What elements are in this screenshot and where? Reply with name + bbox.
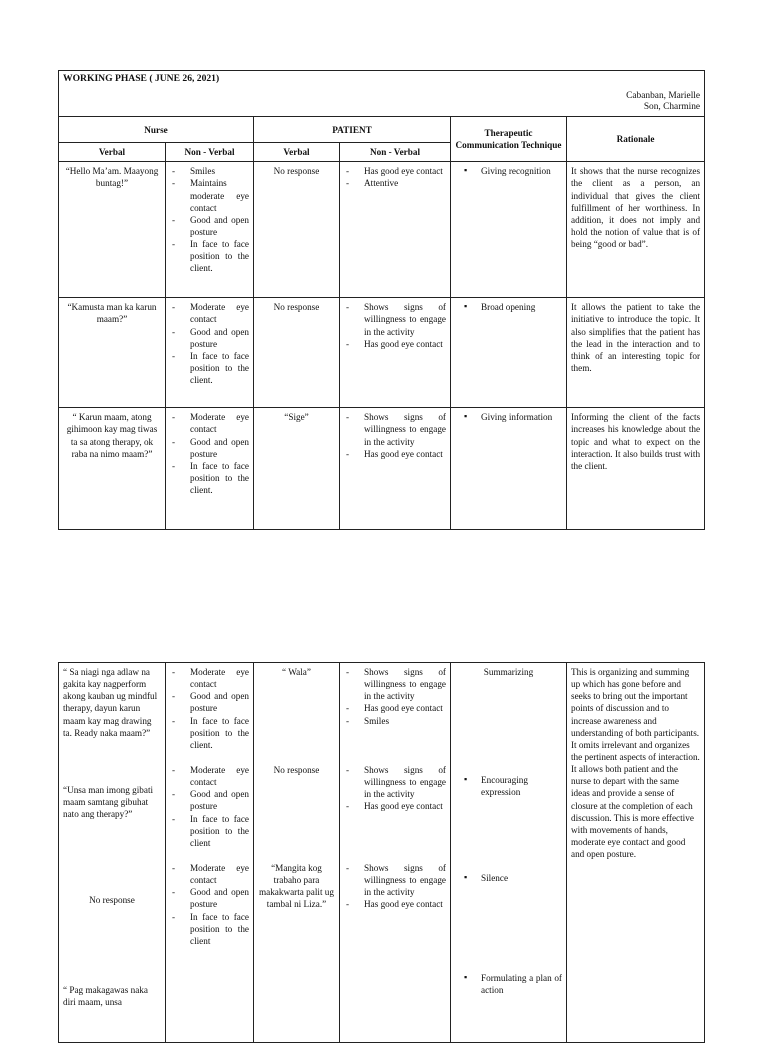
nurse-nonverbal-header: Non - Verbal [166,143,254,162]
technique-item: ▪ Formulating a plan of action [455,972,562,996]
list-item: - Shows signs of willingness to engage in the activity [344,764,446,800]
table-row [59,162,705,298]
patient-nonverbal-cell [340,162,451,298]
patient-verbal-cell [254,663,340,1043]
list-item: - Attentive [344,177,446,189]
nurse-header: Nurse [59,117,254,143]
list-item: - Moderate eye contact [170,411,249,435]
list-item: - Good and open posture [170,886,249,910]
nurse-nonverbal-cell [166,162,254,298]
technique-item: Summarizing [483,667,534,677]
list-item: - Moderate eye contact [170,862,249,886]
rationale-cell: It shows that the nurse recognizes the client as a person, an individual that gives the client fulfillment of her worthiness. In addition, it does not imply and hold the notion of value that is of being “good or bad”. [567,162,705,298]
patient-nonverbal-cell [340,408,451,530]
nurse-verbal-entry: “ Pag makagawas naka diri maam, unsa [63,985,148,1008]
technique-cell [451,162,567,298]
table-row [59,663,705,1043]
nurse-verbal-entry: No response [89,895,135,905]
continuation-table [58,662,704,1043]
patient-verbal-entry: No response [273,765,320,775]
author-name: Son, Charmine [643,102,701,113]
list-item: - In face to face position to the client. [170,715,249,751]
list-item: - In face to face position to the client. [170,238,249,274]
technique-cell [451,663,567,1043]
nurse-verbal-entry: “ Sa niagi nga adlaw na gakita kay nagperform akong kauban ug mindful therapy, dayun karun maam kay mag drawing ta. Ready naka maam?” [63,667,158,738]
working-phase-table [58,70,704,530]
list-item: - Good and open posture [170,690,249,714]
nurse-verbal-cell [59,663,166,1043]
list-item: - Moderate eye contact [170,666,249,690]
list-item: - Good and open posture [170,436,249,460]
list-item: - In face to face position to the client [170,813,249,849]
list-item: - In face to face position to the client [170,911,249,947]
list-item: - Has good eye contact [344,165,446,177]
list-item: - Shows signs of willingness to engage in the activity [344,411,446,447]
nurse-nonverbal-cell [166,663,254,1043]
rationale-cell: This is organizing and summing up which has gone before and seeks to bring out the important points of discussion and to increase awareness and understanding of both participants. It omits irrelevant and organizes the pertinent aspects of interaction. It allows both patient and the nurse to depart with the same ideas and provide a sense of closure at the completion of each discussion. This is more effective with movements of hands, moderate eye contact and good and open posture. [567,663,705,1043]
patient-nonverbal-cell [340,298,451,408]
nurse-verbal-header: Verbal [59,143,166,162]
technique-cell [451,408,567,530]
list-item: - Shows signs of willingness to engage in the activity [344,666,446,702]
document-title: WORKING PHASE ( JUNE 26, 2021) [63,73,220,84]
list-item: - Moderate eye contact [170,764,249,788]
nurse-verbal-cell: “Hello Ma’am. Maayong buntag!” [59,162,166,298]
title-cell [59,71,705,117]
rationale-cell: It allows the patient to take the initiative to introduce the topic. It also simplifies that the patient has the lead in the interaction and to think of an interesting topic for them. [567,298,705,408]
technique-item: ▪ Giving information [455,411,562,423]
list-item: - Smiles [344,715,446,727]
list-item: - In face to face position to the client. [170,350,249,386]
list-item: - Smiles [170,165,249,177]
list-item: - Shows signs of willingness to engage in the activity [344,862,446,898]
patient-nonverbal-header: Non - Verbal [340,143,451,162]
technique-cell [451,298,567,408]
patient-verbal-entry: “Mangita kog trabaho para makakwarta palit ug tambal ni Liza.” [258,863,334,910]
list-item: - Shows signs of willingness to engage in the activity [344,301,446,337]
nurse-verbal-cell: “Kamusta man ka karun maam?” [59,298,166,408]
list-item: - Moderate eye contact [170,301,249,325]
list-item: - Good and open posture [170,326,249,350]
table-row [59,298,705,408]
list-item: - Good and open posture [170,788,249,812]
list-item: - Has good eye contact [344,338,446,350]
patient-verbal-cell: No response [254,298,340,408]
nurse-nonverbal-cell [166,408,254,530]
technique-item: ▪ Giving recognition [455,165,562,177]
nurse-nonverbal-cell [166,298,254,408]
list-item: - Has good eye contact [344,702,446,714]
authors [63,91,700,115]
patient-nonverbal-cell [340,663,451,1043]
author-name: Cabanban, Marielle [626,90,701,101]
patient-verbal-entry: “ Wala” [282,667,311,677]
nurse-verbal-entry: “Unsa man imong gibati maam samtang gibuhat nato ang therapy?” [63,785,154,820]
list-item: - Has good eye contact [344,800,446,812]
technique-item: ▪ Silence [455,872,562,972]
rationale-cell: Informing the client of the facts increases his knowledge about the topic and what to expect on the interaction. It also builds trust with the client. [567,408,705,530]
nurse-verbal-cell: “ Karun maam, atong gihimoon kay mag tiwas ta sa atong therapy, ok raba na nimo maam?” [59,408,166,530]
rationale-header: Rationale [567,117,705,162]
list-item: - Has good eye contact [344,898,446,910]
list-item: - Good and open posture [170,214,249,238]
patient-verbal-header: Verbal [254,143,340,162]
list-item: - In face to face position to the client. [170,460,249,496]
technique-item: ▪ Broad opening [455,301,562,313]
list-item: - Maintains moderate eye contact [170,177,249,213]
table-row [59,408,705,530]
patient-verbal-cell: No response [254,162,340,298]
technique-header: Therapeutic Communication Technique [451,117,567,162]
patient-header: PATIENT [254,117,451,143]
patient-verbal-cell: “Sige” [254,408,340,530]
list-item: - Has good eye contact [344,448,446,460]
technique-item: ▪ Encouraging expression [455,774,562,872]
